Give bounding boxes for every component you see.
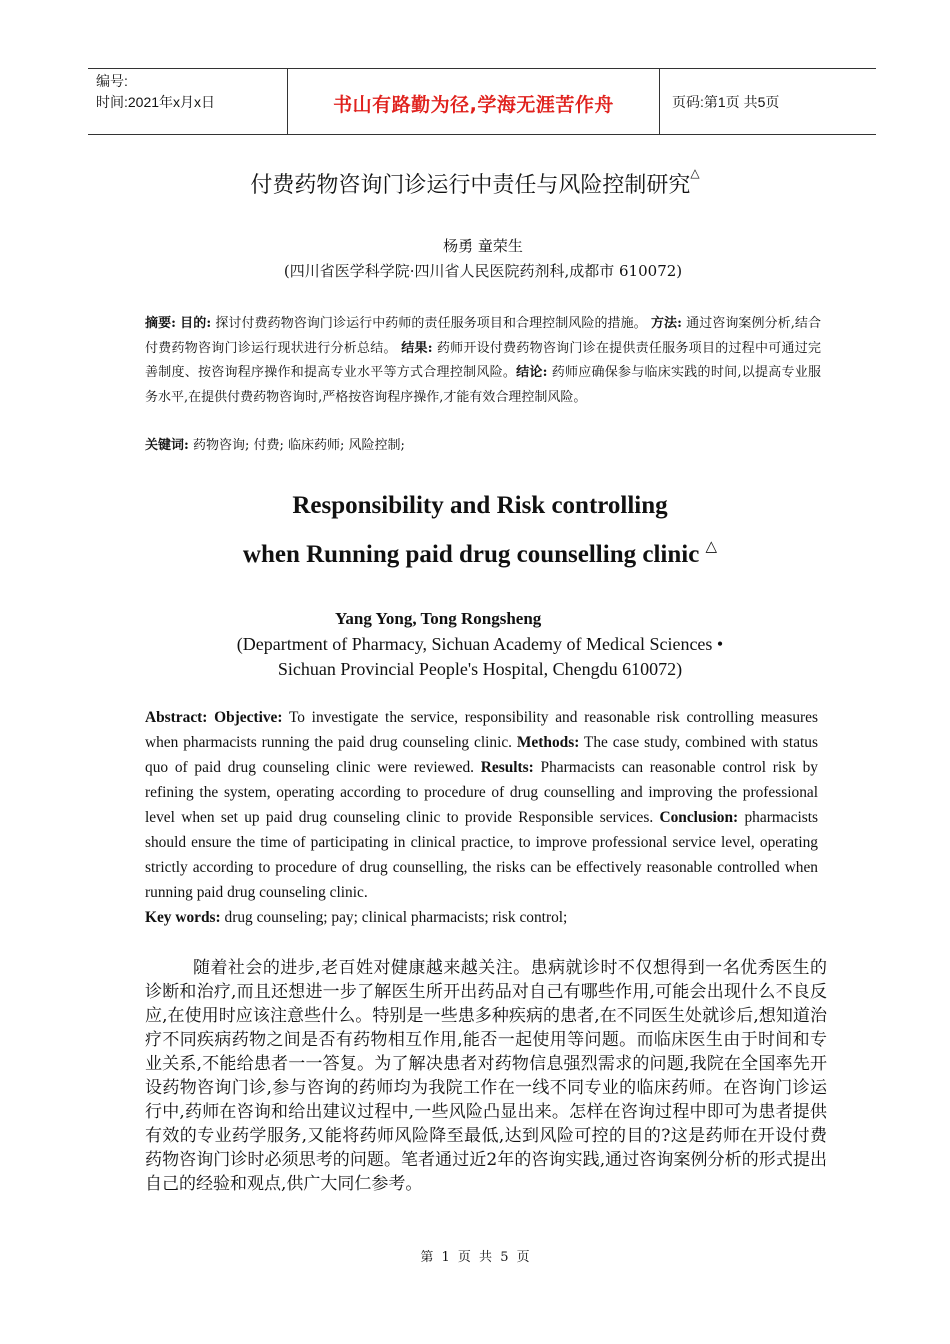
cn-conclusion-text: 药师应确保参与临床实践的时间,以提高专业服务水平,在提供付费药物咨询时,严格按咨询程序操作,才能有效合理控制风险。	[145, 365, 821, 405]
page-footer: 第 1 页 共 5 页	[420, 1250, 530, 1265]
cn-objective-label: 目的:	[180, 316, 212, 331]
cn-results-text: 药师开设付费药物咨询门诊在提供责任服务项目的过程中可通过完善制度、按咨询程序操作和提高专业水平等方式合理控制风险。	[145, 340, 821, 380]
cn-methods-label: 方法:	[650, 316, 682, 331]
en-affiliation	[0, 632, 950, 682]
en-title-line2-wrap	[0, 541, 950, 569]
en-abstract-label: Abstract:	[145, 709, 208, 726]
cn-affiliation: (四川省医学科学院·四川省人民医院药剂科,成都市 610072)	[283, 262, 683, 280]
en-conclusion-label: Conclusion:	[659, 809, 739, 826]
header-motto-cell	[287, 69, 660, 134]
en-authors: Yang Yong, Tong Rongsheng	[335, 609, 542, 628]
header-page-info: 页码:第1页 共5页	[672, 93, 780, 110]
cn-keywords	[145, 434, 821, 458]
en-keywords	[145, 905, 818, 930]
body-paragraph: 随着社会的进步,老百姓对健康越来越关注。患病就诊时不仅想得到一名优秀医生的诊断和治疗,而且还想进一步了解医生所开出药品对自己有哪些作用,可能会出现什么不良反应,在使用时应该注意些什么。特别是一些患多种疾病的患者,在不同医生处就诊后,想知道治疗不同疾病药物之间是否有药物相互作用,能否一起使用等问题。而临床医生由于时间和专业关系,不能给患者一一答复。为了解决患者对药物信息强烈需求的问题,我院在全国率先开设药物咨询门诊,参与咨询的药师均为我院工作在一线不同专业的临床药师。在咨询门诊运行中,药师在咨询和给出建议过程中,一些风险凸显出来。怎样在咨询过程中即可为患者提供有效的专业药学服务,又能将药师风险降至最低,达到风险可控的目的?这是药师在开设付费药物咨询门诊时必须思考的问题。笔者通过近2年的咨询实践,通过咨询案例分析的形式提出自己的经验和观点,供广大同仁参考。	[145, 958, 827, 1194]
header-motto: 书山有路勤为径,学海无涯苦作舟	[333, 94, 614, 116]
en-objective-label: Objective:	[214, 709, 283, 726]
cn-conclusion-label: 结论:	[516, 365, 548, 380]
cn-abstract	[145, 312, 821, 410]
en-methods-text: The case study, combined with status quo of paid drug counseling clinic were reviewed.	[145, 734, 818, 776]
en-objective-text: To investigate the service, responsibility and reasonable risk controlling measures when pharmacists running the paid drug counseling clinic.	[145, 709, 818, 751]
header-meta-cell	[88, 69, 287, 134]
en-affiliation-line2: Sichuan Provincial People's Hospital, Chengdu 610072)	[277, 659, 683, 679]
cn-title-mark: △	[690, 166, 700, 180]
cn-paper-title	[0, 168, 950, 199]
en-methods-label: Methods:	[516, 734, 580, 751]
cn-results-label: 结果:	[401, 340, 433, 356]
en-title-line1: Responsibility and Risk controlling	[292, 492, 668, 519]
en-conclusion-text: pharmacists should ensure the time of participating in clinical practice, to improve professional service level, operating strictly according to procedure of drug counselling, the risks can be effectively reasonable controlled when running paid drug counseling clinic.	[145, 809, 818, 901]
cn-authors: 杨勇 童荣生	[443, 237, 523, 255]
cn-keywords-text: 药物咨询; 付费; 临床药师; 风险控制;	[192, 438, 405, 453]
cn-methods-text: 通过咨询案例分析,结合付费药物咨询门诊运行现状进行分析总结。	[145, 316, 821, 356]
header-time-label: 时间:2021年x月x日	[96, 94, 216, 110]
en-results-text: Pharmacists can reasonable control risk by refining the system, operating according to procedure of drug counselling and improving the professional level when set up paid drug counseling clinic to provide Responsible services.	[145, 759, 818, 826]
cn-abstract-label: 摘要:	[145, 316, 176, 331]
en-keywords-label: Key words:	[145, 909, 221, 926]
page-header-table	[88, 68, 876, 135]
en-results-label: Results:	[480, 759, 534, 776]
en-title-mark: △	[705, 539, 718, 555]
en-abstract	[145, 705, 818, 905]
cn-title-text: 付费药物咨询门诊运行中责任与风险控制研究	[250, 173, 691, 198]
header-page-cell	[660, 69, 876, 134]
en-keywords-text: drug counseling; pay; clinical pharmacists; risk control;	[224, 909, 568, 926]
header-number-label: 编号:	[96, 73, 128, 89]
en-title-line2: when Running paid drug counselling clinic	[242, 541, 700, 568]
cn-objective-text: 探讨付费药物咨询门诊运行中药师的责任服务项目和合理控制风险的措施。	[215, 316, 647, 331]
en-affiliation-line1: (Department of Pharmacy, Sichuan Academy of Medical Sciences •	[236, 634, 724, 654]
cn-keywords-label: 关键词:	[145, 438, 189, 453]
